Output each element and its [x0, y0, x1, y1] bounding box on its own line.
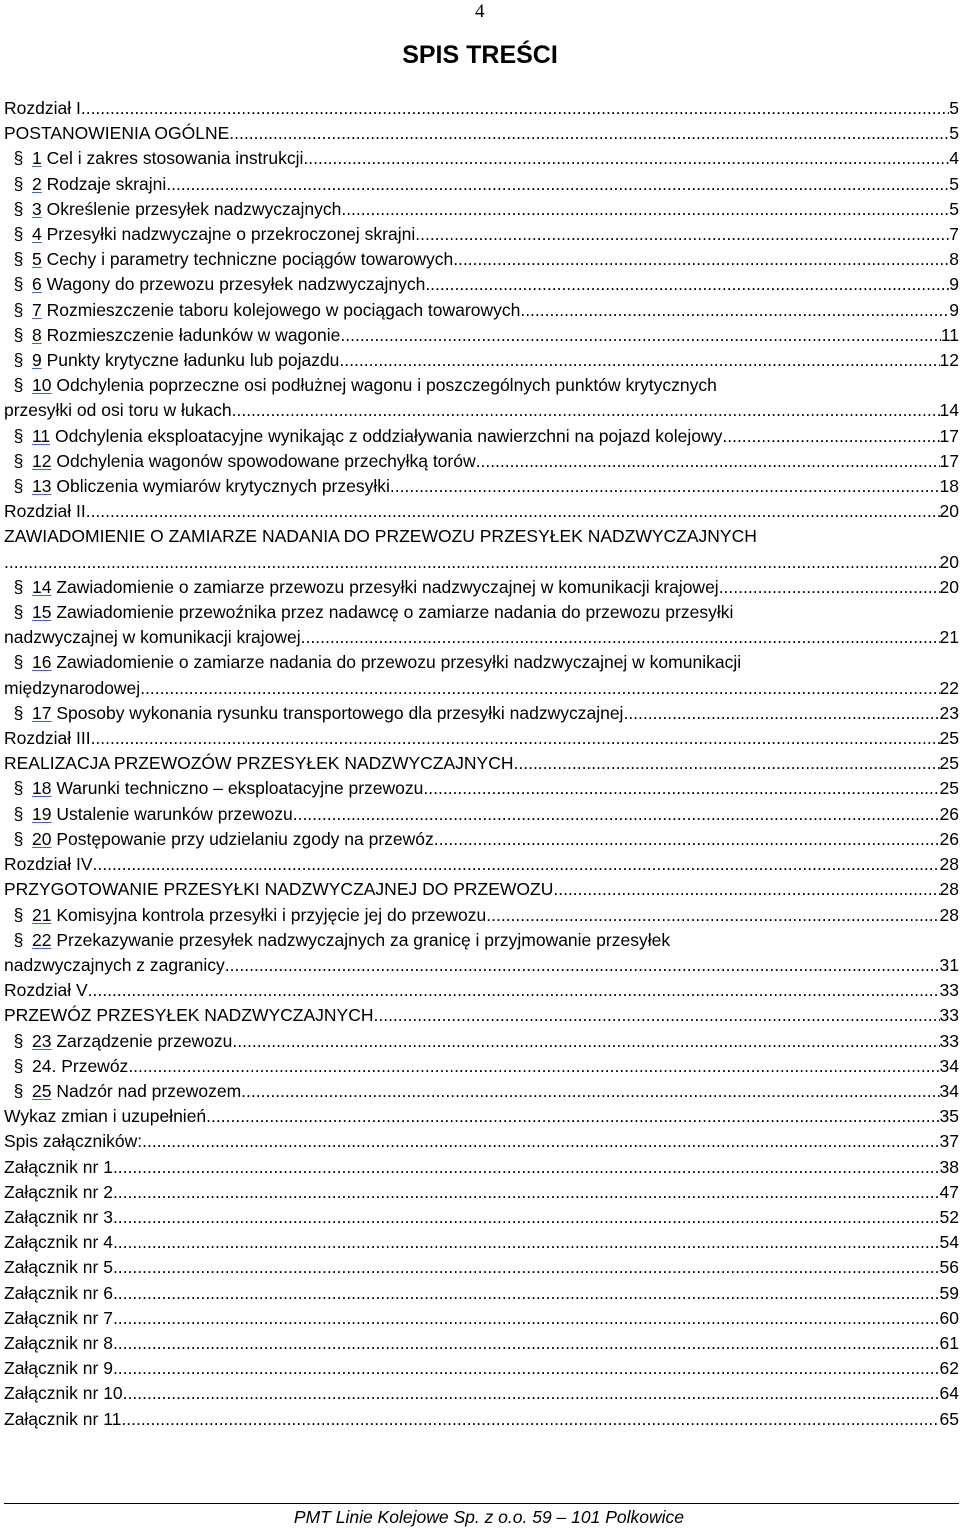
toc-entry-page: 31 [939, 954, 959, 975]
dot-leader [128, 1054, 939, 1079]
toc-entry-page: 20 [939, 501, 959, 522]
toc-entry-page: 5 [949, 98, 959, 118]
toc-entry-page: 28 [939, 854, 959, 875]
toc-entry[interactable] [4, 449, 959, 474]
toc-entry-label: PRZYGOTOWANIE PRZESYŁKI NADZWYCZAJNEJ DO PRZEWOZU [4, 879, 554, 900]
toc-entry-label: Załącznik nr 2 [4, 1181, 113, 1202]
toc-entry-page: 25 [939, 778, 959, 799]
toc-entry-label: Określenie przesyłek nadzwyczajnych [46, 198, 342, 219]
toc-entry-page: 12 [939, 350, 959, 371]
footer-text: PMT Linie Kolejowe Sp. z o.o. 59 – 101 Polkowice [293, 1507, 684, 1527]
section-sign: § [13, 602, 24, 623]
toc-entry[interactable] [4, 1054, 959, 1079]
toc-entry[interactable] [4, 1003, 959, 1028]
toc-entry-page: 20 [939, 551, 959, 572]
toc-entry-number: 15 [32, 602, 52, 623]
section-sign: § [13, 476, 24, 497]
toc-entry[interactable] [4, 600, 959, 650]
dot-leader [390, 474, 940, 499]
toc-entry[interactable] [4, 323, 959, 348]
toc-entry[interactable] [4, 424, 959, 449]
toc-entry[interactable] [4, 701, 959, 726]
toc-entry-label: Odchylenia wagonów spowodowane przechyłką torów [56, 450, 476, 471]
dot-leader [113, 1230, 940, 1255]
toc-entry[interactable] [4, 121, 959, 146]
toc-entry-number: 7 [32, 299, 42, 320]
dot-leader [86, 499, 940, 524]
dot-leader [719, 575, 940, 600]
toc-entry-label: Rozdział V [4, 980, 88, 1001]
toc-entry-number: 20 [32, 828, 52, 849]
toc-entry-page: 17 [939, 450, 959, 471]
toc-entry-page: 25 [939, 753, 959, 774]
dot-leader [140, 676, 939, 701]
toc-entry-number: 4 [32, 224, 42, 245]
dot-leader [121, 1407, 939, 1432]
toc-entry[interactable] [4, 650, 959, 700]
table-of-contents [4, 96, 959, 1432]
toc-entry-number: 2 [32, 173, 42, 194]
toc-entry-number: 23 [32, 1030, 52, 1051]
dot-leader [373, 1003, 939, 1028]
dot-leader [229, 121, 949, 146]
toc-entry-page: 28 [939, 904, 959, 925]
toc-entry[interactable] [4, 1129, 959, 1154]
section-sign: § [13, 299, 24, 320]
page-number: 4 [475, 1, 485, 22]
toc-entry-label: PRZEWÓZ PRZESYŁEK NADZWYCZAJNYCH [4, 1005, 374, 1026]
toc-entry-number: 25 [32, 1080, 52, 1101]
toc-entry-label-cont: nadzwyczajnej w komunikacji krajowej [4, 627, 301, 648]
toc-entry[interactable] [4, 1029, 959, 1054]
dot-leader [113, 1205, 940, 1230]
dot-leader [113, 1155, 940, 1180]
section-sign: § [13, 1080, 24, 1101]
toc-entry[interactable] [4, 146, 959, 171]
toc-entry-number: 16 [32, 652, 52, 673]
toc-title: SPIS TREŚCI [402, 41, 558, 69]
toc-entry-page: 56 [939, 1257, 959, 1278]
toc-entry[interactable] [4, 575, 959, 600]
section-sign: § [13, 249, 24, 270]
section-sign: § [13, 652, 24, 673]
toc-entry-page: 59 [939, 1282, 959, 1303]
toc-entry-label: Załącznik nr 10 [4, 1383, 123, 1404]
toc-entry-label: Cel i zakres stosowania instrukcji [46, 148, 304, 169]
dot-leader [232, 398, 940, 423]
toc-entry-page: 35 [939, 1106, 959, 1127]
toc-entry-label: Załącznik nr 8 [4, 1332, 113, 1353]
toc-entry-page: 18 [939, 476, 959, 497]
toc-entry[interactable] [4, 1180, 959, 1205]
toc-entry[interactable] [4, 1381, 959, 1406]
toc-entry-label: Komisyjna kontrola przesyłki i przyjęcie jej do przewozu. [56, 904, 492, 925]
dot-leader [339, 348, 939, 373]
toc-entry[interactable] [4, 751, 959, 776]
toc-entry-page: 25 [939, 728, 959, 749]
toc-entry-label: Załącznik nr 7 [4, 1307, 113, 1328]
section-sign: § [13, 1030, 24, 1051]
toc-entry-label: Warunki techniczno – eksploatacyjne przewozu. [56, 778, 429, 799]
dot-leader [301, 625, 940, 650]
dot-leader [81, 96, 949, 121]
toc-entry-page: 33 [939, 1030, 959, 1051]
toc-entry-label: Rozmieszczenie ładunków w wagonie [46, 324, 341, 345]
footer-divider [4, 1503, 959, 1504]
dot-leader [113, 1180, 940, 1205]
toc-entry-page: 65 [939, 1408, 959, 1429]
toc-entry-page: 8 [949, 249, 959, 270]
dot-leader [166, 172, 949, 197]
toc-entry-label: Przekazywanie przesyłek nadzwyczajnych za granicę i przyjmowanie przesyłek [56, 929, 671, 950]
toc-entry-page: 33 [939, 1005, 959, 1026]
dot-leader [298, 802, 940, 827]
toc-entry-label: Wykaz zmian i uzupełnień [4, 1106, 207, 1127]
toc-entry-page: 52 [939, 1206, 959, 1227]
section-sign: § [13, 148, 24, 169]
section-sign: § [13, 576, 24, 597]
toc-entry-page: 34 [939, 1080, 959, 1101]
toc-entry[interactable] [4, 726, 959, 751]
dot-leader [514, 751, 940, 776]
toc-entry-label: Rodzaje skrajni [46, 173, 167, 194]
dot-leader [93, 852, 940, 877]
toc-entry-page: 47 [939, 1181, 959, 1202]
toc-entry-number: 18 [32, 778, 52, 799]
toc-entry[interactable] [4, 96, 959, 121]
toc-entry-label: Zawiadomienie o zamiarze nadania do przewozu przesyłki nadzwyczajnej w komunikacji [56, 652, 742, 673]
toc-entry[interactable] [4, 298, 959, 323]
toc-entry-label: Spis załączników: [4, 1131, 143, 1152]
toc-entry-label: Zawiadomienie przewoźnika przez nadawcę o zamiarze nadania do przewozu przesyłki [56, 602, 734, 623]
toc-entry-number: 21 [32, 904, 52, 925]
dot-leader [303, 146, 949, 171]
toc-entry-page: 62 [939, 1358, 959, 1379]
dot-leader [206, 1104, 939, 1129]
toc-entry-page: 26 [939, 803, 959, 824]
dot-leader [225, 953, 940, 978]
toc-entry-page: 4 [949, 148, 959, 169]
toc-entry-label: Załącznik nr 11 [4, 1408, 122, 1429]
toc-entry[interactable] [4, 877, 959, 902]
toc-entry[interactable] [4, 852, 959, 877]
toc-entry-label-cont: nadzwyczajnych z zagranicy [4, 954, 225, 975]
section-sign: § [13, 198, 24, 219]
toc-entry[interactable] [4, 197, 959, 222]
toc-entry-label: Zarządzenie przewozu [56, 1030, 233, 1051]
toc-entry-page: 64 [939, 1383, 959, 1404]
toc-entry[interactable] [4, 802, 959, 827]
dot-leader [434, 827, 940, 852]
toc-entry-label: Rozdział IV [4, 854, 93, 875]
section-sign: § [13, 803, 24, 824]
toc-entry[interactable] [4, 499, 959, 524]
section-sign: § [13, 1055, 24, 1076]
toc-entry-page: 60 [939, 1307, 959, 1328]
toc-entry-page: 38 [939, 1156, 959, 1177]
dot-leader [232, 1029, 939, 1054]
dot-leader [113, 1356, 940, 1381]
toc-entry[interactable] [4, 1331, 959, 1356]
toc-entry-number: 14 [32, 576, 52, 597]
toc-entry[interactable] [4, 903, 959, 928]
section-sign: § [13, 828, 24, 849]
toc-entry-number: 12 [32, 450, 52, 471]
toc-entry[interactable] [4, 474, 959, 499]
toc-entry-number: 6 [32, 274, 42, 295]
footer [0, 1506, 960, 1528]
dot-leader [453, 247, 949, 272]
section-sign: § [13, 425, 24, 446]
toc-entry-page: 14 [939, 400, 959, 421]
dot-leader [123, 1381, 940, 1406]
toc-entry-page: 5 [949, 173, 959, 194]
section-sign: § [13, 929, 24, 950]
toc-entry-label: Załącznik nr 3 [4, 1206, 113, 1227]
dot-leader [520, 298, 949, 323]
toc-entry-page: 5 [949, 123, 959, 144]
toc-entry-page: 20 [939, 576, 959, 597]
dot-leader [88, 978, 940, 1003]
toc-entry-number: 11 [32, 425, 51, 446]
dot-leader [113, 1331, 940, 1356]
dot-leader [476, 449, 940, 474]
toc-entry-page: 23 [939, 702, 959, 723]
toc-entry-label: Odchylenia poprzeczne osi podłużnej wagonu i poszczególnych punktów krytycznych [56, 375, 717, 396]
toc-entry-label: Załącznik nr 4 [4, 1232, 113, 1253]
toc-entry[interactable] [4, 247, 959, 272]
toc-entry-label: Rozmieszczenie taboru kolejowego w pociągach towarowych [46, 299, 521, 320]
toc-entry[interactable] [4, 172, 959, 197]
section-sign: § [13, 904, 24, 925]
section-sign: § [13, 350, 24, 371]
dot-leader [341, 197, 949, 222]
dot-leader [553, 877, 939, 902]
toc-entry-page: 11 [940, 324, 959, 345]
toc-entry-number: 5 [32, 249, 42, 270]
toc-entry-page: 33 [939, 980, 959, 1001]
toc-entry-label: Przesyłki nadzwyczajne o przekroczonej skrajni [46, 224, 416, 245]
toc-entry[interactable] [4, 776, 959, 801]
section-sign: § [13, 778, 24, 799]
dot-leader [722, 424, 939, 449]
toc-entry[interactable] [4, 1255, 959, 1280]
toc-entry[interactable] [4, 272, 959, 297]
toc-entry[interactable] [4, 1356, 959, 1381]
toc-entry-page: 21 [939, 627, 959, 648]
section-sign: § [13, 324, 24, 345]
toc-entry-label: Nadzór nad przewozem [56, 1080, 242, 1101]
dot-leader [113, 1306, 940, 1331]
toc-entry-label: Rozdział II [4, 501, 86, 522]
toc-entry[interactable] [4, 1104, 959, 1129]
toc-entry-number: 22 [32, 929, 52, 950]
toc-entry-page: 37 [939, 1131, 959, 1152]
toc-entry-label: Załącznik nr 9 [4, 1358, 113, 1379]
toc-entry-page: 61 [939, 1332, 959, 1353]
toc-entry[interactable] [4, 928, 959, 978]
toc-entry[interactable] [4, 222, 959, 247]
toc-entry-label: Zawiadomienie o zamiarze przewozu przesyłki nadzwyczajnej w komunikacji krajowej [56, 576, 719, 597]
toc-entry-number: 13 [32, 476, 52, 497]
toc-entry[interactable] [4, 1306, 959, 1331]
toc-entry-label: Rozdział I [4, 98, 81, 118]
toc-entry[interactable] [4, 1205, 959, 1230]
toc-entry[interactable] [4, 1079, 959, 1104]
toc-entry-page: 26 [939, 828, 959, 849]
toc-entry-page: 17 [939, 425, 959, 446]
toc-entry-label: Postępowanie przy udzielaniu zgody na przewóz [56, 828, 434, 849]
toc-entry-number: 8 [32, 324, 42, 345]
toc-entry-label: Załącznik nr 6 [4, 1282, 113, 1303]
dot-leader [241, 1079, 939, 1104]
toc-entry-label-cont: międzynarodowej [4, 677, 141, 698]
toc-entry-label: Rozdział III [4, 728, 91, 749]
section-sign: § [13, 173, 24, 194]
dot-leader [415, 222, 949, 247]
toc-entry-number: 24. [32, 1055, 57, 1076]
toc-entry-label: Ustalenie warunków przewozu. [56, 803, 298, 824]
dot-leader [113, 1255, 940, 1280]
toc-entry-page: 54 [939, 1232, 959, 1253]
toc-entry-page: 5 [949, 198, 959, 219]
dot-leader [428, 776, 939, 801]
toc-entry-label: Obliczenia wymiarów krytycznych przesyłki [56, 476, 390, 497]
toc-entry-number: 1 [32, 148, 42, 169]
dot-leader [91, 726, 940, 751]
section-sign: § [13, 702, 24, 723]
toc-entry[interactable] [4, 1155, 959, 1180]
section-sign: § [13, 274, 24, 295]
dot-leader [340, 323, 940, 348]
toc-entry-number: 10 [32, 375, 52, 396]
section-sign: § [13, 450, 24, 471]
toc-entry-label: Przewóz [61, 1055, 129, 1076]
toc-entry[interactable] [4, 373, 959, 423]
dot-leader [491, 903, 939, 928]
toc-entry-page: 9 [949, 274, 959, 295]
toc-entry-label: Załącznik nr 5 [4, 1257, 113, 1278]
toc-entry-label: Załącznik nr 1 [4, 1156, 113, 1177]
toc-entry[interactable] [4, 1407, 959, 1432]
section-sign: § [13, 375, 24, 396]
toc-entry-number: 19 [32, 803, 52, 824]
toc-entry[interactable] [4, 348, 959, 373]
toc-entry[interactable] [4, 827, 959, 852]
toc-entry-page: 22 [939, 677, 959, 698]
dot-leader [623, 701, 939, 726]
toc-entry-page: 7 [949, 224, 959, 245]
toc-entry[interactable] [4, 978, 959, 1003]
toc-entry-label: Cechy i parametry techniczne pociągów towarowych [46, 249, 454, 270]
toc-entry-label: REALIZACJA PRZEWOZÓW PRZESYŁEK NADZWYCZAJNYCH [4, 753, 514, 774]
toc-entry-label: POSTANOWIENIA OGÓLNE [4, 123, 230, 144]
toc-entry-page: 9 [949, 299, 959, 320]
toc-entry-number: 9 [32, 350, 42, 371]
dot-leader [4, 550, 940, 575]
dot-leader [425, 272, 949, 297]
toc-entry[interactable] [4, 1230, 959, 1255]
dot-leader [113, 1281, 940, 1306]
toc-entry-label: Sposoby wykonania rysunku transportowego dla przesyłki nadzwyczajnej [56, 702, 624, 723]
toc-entry[interactable] [4, 1281, 959, 1306]
toc-entry-page: 28 [939, 879, 959, 900]
toc-entry[interactable] [4, 524, 959, 574]
toc-entry-number: 17 [32, 702, 52, 723]
toc-entry-page: 34 [939, 1055, 959, 1076]
dot-leader [142, 1129, 939, 1154]
toc-entry-number: 3 [32, 198, 42, 219]
toc-entry-label: Punkty krytyczne ładunku lub pojazdu [46, 350, 340, 371]
section-sign: § [13, 224, 24, 245]
toc-entry-label-cont: przesyłki od osi toru w łukach [4, 400, 232, 421]
toc-entry-label: ZAWIADOMIENIE O ZAMIARZE NADANIA DO PRZEWOZU PRZESYŁEK NADZWYCZAJNYCH [4, 526, 757, 547]
toc-entry-label: Odchylenia eksploatacyjne wynikając z oddziaływania nawierzchni na pojazd kolejowy [55, 425, 723, 446]
toc-entry-label: Wagony do przewozu przesyłek nadzwyczajnych [46, 274, 426, 295]
